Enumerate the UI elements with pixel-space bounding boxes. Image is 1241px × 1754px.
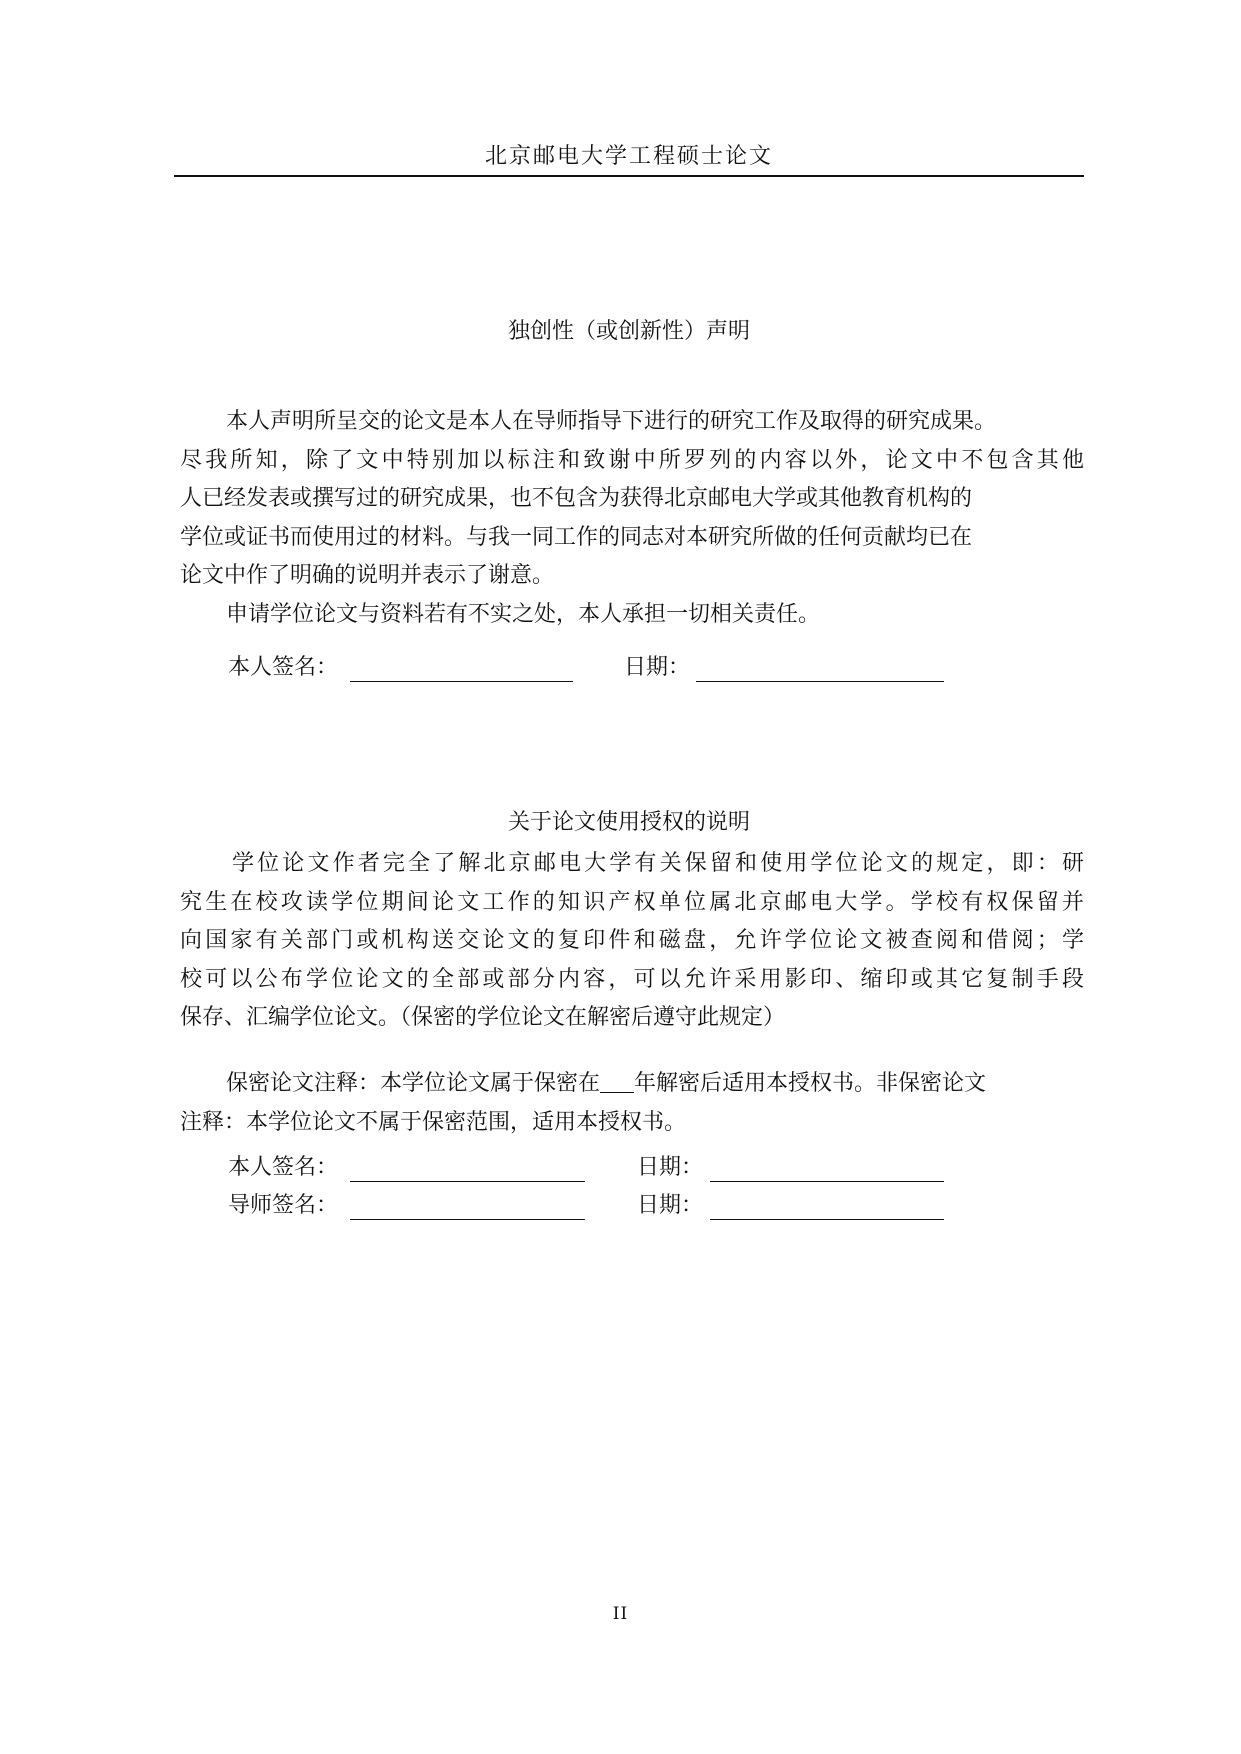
author-signature-field[interactable] [350,681,573,682]
supervisor-signature-field[interactable] [350,1219,585,1220]
page-number: II [612,1604,629,1624]
confidentiality-line-2: 注释：本学位论文不属于保密范围，适用本授权书。 [180,1109,687,1135]
author-signature-label: 本人签名： [228,655,339,680]
authorization-line-2: 究生在校攻读学位期间论文工作的知识产权单位属北京邮电大学。学校有权保留并 [180,889,1084,915]
date-field[interactable] [710,1219,944,1220]
date-field[interactable] [710,1181,944,1182]
confidentiality-text-after: 年解密后适用本授权书。非保密论文 [634,1071,987,1096]
authorization-line-3: 向国家有关部门或机构送交论文的复印件和磁盘，允许学位论文被查阅和借阅；学 [180,928,1084,953]
header-rule [174,175,1084,177]
date-label: 日期： [637,1155,704,1180]
author-signature-field[interactable] [350,1181,585,1182]
originality-line-1: 本人声明所呈交的论文是本人在导师指导下进行的研究工作及取得的研究成果。 [226,409,997,434]
originality-responsibility: 申请学位论文与资料若有不实之处，本人承担一切相关责任。 [226,601,821,627]
confidentiality-line-1 [180,1065,1084,1104]
authorization-line-1: 学位论文作者完全了解北京邮电大学有关保留和使用学位论文的规定，即：研 [232,851,1084,876]
running-header: 北京邮电大学工程硕士论文 [484,144,773,169]
confidentiality-text-before: 保密论文注释：本学位论文属于保密在 [226,1071,601,1096]
authorization-title: 关于论文使用授权的说明 [507,810,750,835]
authorization-paragraph [180,845,1084,1038]
supervisor-signature-label: 导师签名： [228,1193,339,1218]
confidentiality-note [180,1065,1084,1142]
originality-line-3: 人已经发表或撰写过的研究成果，也不包含为获得北京邮电大学或其他教育机构的 [180,486,973,511]
date-field[interactable] [696,681,944,682]
date-label: 日期： [637,1193,704,1218]
originality-line-5: 论文中作了明确的说明并表示了谢意。 [180,563,555,588]
originality-line-2: 尽我所知，除了文中特别加以标注和致谢中所罗列的内容以外，论文中不包含其他 [180,447,1084,473]
declassify-year-field[interactable] [600,1070,634,1093]
originality-title: 独创性（或创新性）声明 [507,319,750,344]
authorization-line-4: 校可以公布学位论文的全部或部分内容，可以允许采用影印、缩印或其它复制手段 [180,966,1084,992]
authorization-line-5: 保存、汇编学位论文。（保密的学位论文在解密后遵守此规定） [180,1005,786,1030]
author-signature-label: 本人签名： [228,1155,339,1180]
originality-paragraph [180,403,1084,634]
date-label: 日期： [624,655,691,680]
originality-line-4: 学位或证书而使用过的材料。与我一同工作的同志对本研究所做的任何贡献均已在 [180,524,973,550]
